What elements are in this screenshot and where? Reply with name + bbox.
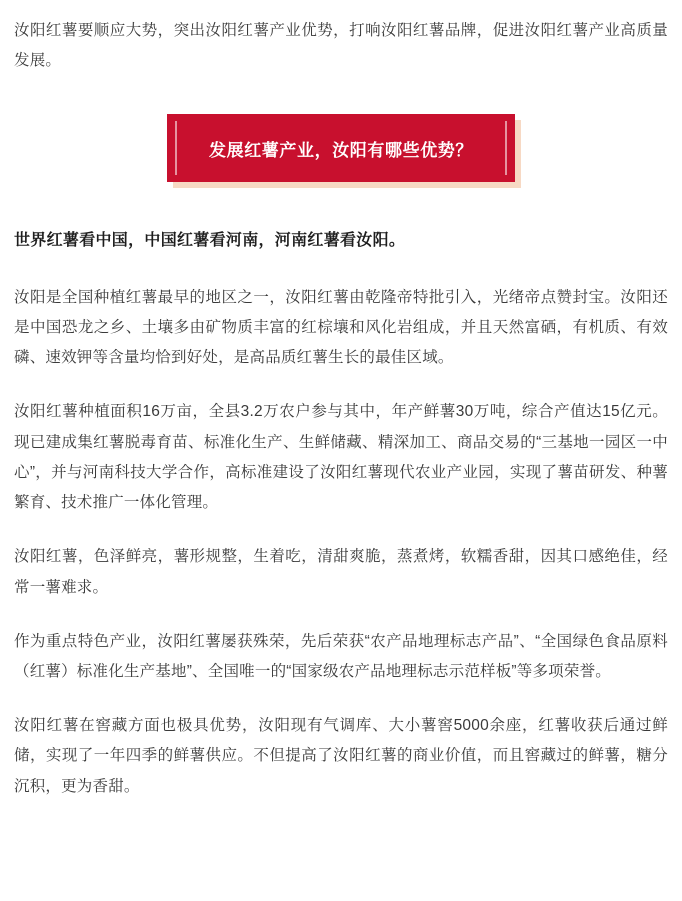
paragraph-taste: 汝阳红薯，色泽鲜亮，薯形规整，生着吃，清甜爽脆，蒸煮烤，软糯香甜，因其口感绝佳，经常一薯难求。 xyxy=(14,548,668,596)
paragraph-origin: 汝阳是全国种植红薯最早的地区之一，汝阳红薯由乾隆帝特批引入，光绪帝点赞封宝。汝阳还是中国恐龙之乡、土壤多由矿物质丰富的红棕壤和风化岩组成，并且天然富硒，有机质、有效磷、速效钾等含量均恰到好处，是高品质红薯生长的最佳区域。 xyxy=(14,288,668,367)
section-banner-label: 发展红薯产业，汝阳有哪些优势？ xyxy=(209,140,473,160)
paragraph-honors: 作为重点特色产业，汝阳红薯屡获殊荣，先后荣获“农产品地理标志产品”、“全国绿色食品原料（红薯）标准化生产基地”、全国唯一的“国家级农产品地理标志示范样板”等多项荣誉。 xyxy=(14,632,668,681)
paragraph-scale: 汝阳红薯种植面积16万亩，全县3.2万农户参与其中，年产鲜薯30万吨，综合产值达15亿元。现已建成集红薯脱毒育苗、标准化生产、生鲜储藏、精深加工、商品交易的“三基地一园区一中心”，并与河南科技大学合作，高标准建设了汝阳红薯现代农业产业园，实现了薯苗研发、种薯繁育、技术推广一体化管理。 xyxy=(14,403,668,512)
paragraph-intro: 汝阳红薯要顺应大势，突出汝阳红薯产业优势，打响汝阳红薯品牌，促进汝阳红薯产业高质量发展。 xyxy=(14,22,668,70)
section-banner xyxy=(167,114,515,182)
section-banner-wrapper xyxy=(14,114,668,182)
paragraph-storage: 汝阳红薯在窖藏方面也极具优势，汝阳现有气调库、大小薯窖5000余座，红薯收获后通过鲜储，实现了一年四季的鲜薯供应。不但提高了汝阳红薯的商业价值，而且窖藏过的鲜薯，糖分沉积，更为香甜。 xyxy=(14,717,668,795)
paragraph-slogan: 世界红薯看中国，中国红薯看河南，河南红薯看汝阳。 xyxy=(14,232,406,250)
